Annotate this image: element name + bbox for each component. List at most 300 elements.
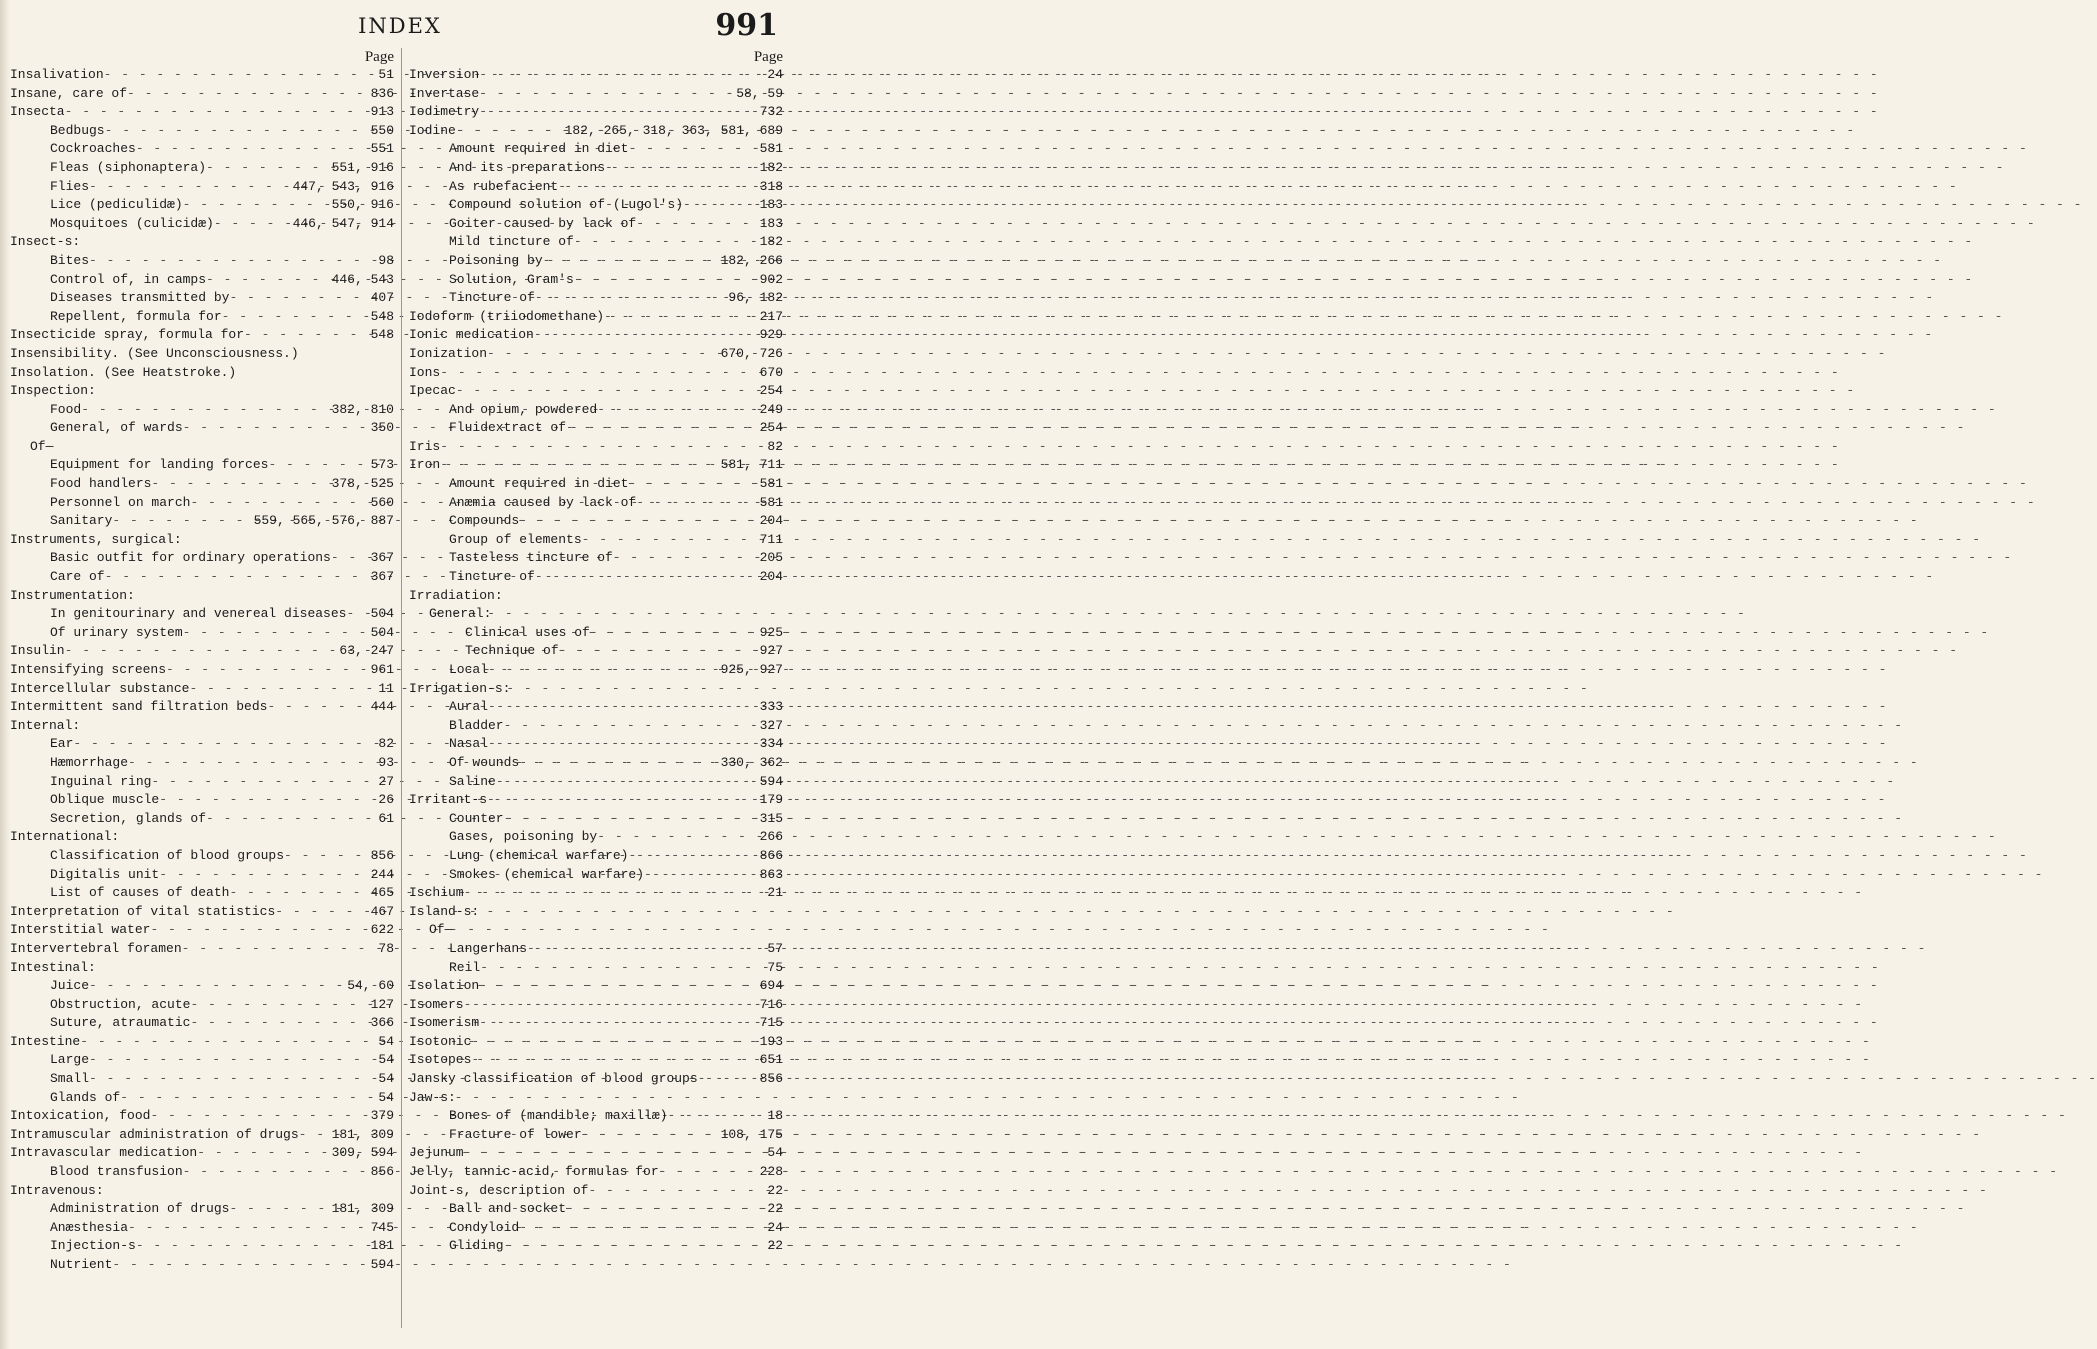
dot-leader <box>105 122 367 141</box>
dot-leader <box>189 680 374 699</box>
index-term: Injection-s <box>50 1238 136 1254</box>
dot-leader <box>229 884 366 903</box>
dot-leader <box>89 1051 374 1070</box>
index-term: Fracture of lower <box>449 1126 582 1142</box>
index-page-refs: 204 <box>759 569 783 585</box>
index-entry <box>10 642 394 661</box>
index-term: Obstruction, acute <box>50 996 191 1012</box>
index-term: Langerhans <box>449 940 528 956</box>
index-term: Isotonic <box>409 1033 472 1049</box>
index-term: Counter <box>449 810 504 826</box>
dot-leader <box>128 754 374 773</box>
index-page-refs: 26 <box>378 792 394 808</box>
index-entry <box>409 568 783 587</box>
dot-leader <box>582 531 756 550</box>
index-term: Oblique muscle <box>50 792 160 808</box>
index-term: Isolation <box>409 978 480 994</box>
dot-leader <box>440 456 716 475</box>
index-page-refs: 54, 60 <box>347 978 394 994</box>
index-term: Intestinal: <box>10 959 96 975</box>
dot-leader <box>105 568 367 587</box>
dot-leader <box>190 996 366 1015</box>
index-entry <box>10 103 394 122</box>
index-column-left <box>10 48 394 1275</box>
index-entry <box>10 364 394 383</box>
index-term: Intervertebral foramen <box>10 940 182 956</box>
dot-leader <box>519 1219 763 1238</box>
index-page-refs: 548 <box>370 308 394 324</box>
dot-leader <box>331 549 367 568</box>
index-entry <box>10 921 394 940</box>
index-term: Jejunum <box>409 1145 464 1161</box>
index-entry <box>409 252 783 271</box>
dot-leader <box>605 159 756 178</box>
index-page-refs: 24 <box>767 67 783 82</box>
index-entry <box>10 159 394 178</box>
index-term: Secretion, glands of <box>50 810 207 826</box>
index-term: Ischium <box>409 885 464 901</box>
index-term: Lung (chemical warfare) <box>449 847 629 863</box>
index-page-refs: 350 <box>370 420 394 436</box>
index-entry <box>10 791 394 810</box>
index-page-refs: 54 <box>378 1089 394 1105</box>
index-term: Irritant-s <box>409 792 488 808</box>
index-term: Jansky classification of blood groups <box>409 1071 698 1087</box>
index-entry <box>409 140 783 159</box>
index-entry <box>409 1126 783 1145</box>
index-page-refs: 863 <box>759 866 783 882</box>
dot-leader <box>299 1126 328 1145</box>
dot-leader <box>183 419 367 438</box>
index-page-refs: 182 <box>759 234 783 250</box>
dot-leader <box>504 810 756 829</box>
index-entry <box>409 903 783 922</box>
dot-leader <box>519 754 716 773</box>
dot-leader <box>128 1219 367 1238</box>
index-term: Of— <box>30 438 54 454</box>
index-entry <box>409 85 783 104</box>
index-term: Irradiation: <box>409 587 503 603</box>
index-entry <box>10 698 394 717</box>
dot-leader <box>440 364 755 383</box>
index-entry <box>409 996 783 1015</box>
index-entry <box>409 1219 783 1238</box>
index-entry <box>10 903 394 922</box>
index-entry <box>10 494 394 513</box>
index-entry <box>409 438 783 457</box>
index-entry <box>10 271 394 290</box>
index-term: Food handlers <box>50 476 152 492</box>
index-entry <box>10 1163 394 1182</box>
index-term: Ear <box>50 736 74 752</box>
index-term: Ionization <box>409 345 488 361</box>
index-term: Insalivation <box>10 67 104 82</box>
index-term: Instruments, surgical: <box>10 531 182 547</box>
index-entry <box>10 419 394 438</box>
index-entry <box>10 1219 394 1238</box>
page-fold-shadow <box>0 0 10 1349</box>
index-entry <box>10 1200 394 1219</box>
dot-leader <box>229 1200 327 1219</box>
index-entry <box>409 1107 783 1126</box>
index-entry <box>409 196 783 215</box>
index-page-refs: 711 <box>759 531 783 547</box>
dot-leader <box>112 1256 366 1275</box>
index-term: Instrumentation: <box>10 587 135 603</box>
index-page-refs: 560 <box>370 494 394 510</box>
index-page-refs: 309, 594 <box>331 1145 394 1161</box>
column-divider <box>401 48 402 1328</box>
index-page-refs: 254 <box>759 420 783 436</box>
index-entry <box>409 531 783 550</box>
index-page-refs: 193 <box>759 1033 783 1049</box>
index-entry <box>409 1033 783 1052</box>
index-entry <box>10 754 394 773</box>
dot-leader <box>566 1200 763 1219</box>
dot-leader <box>206 271 328 290</box>
index-term: Classification of blood groups <box>50 847 285 863</box>
index-entry <box>409 680 783 699</box>
index-page-refs: 670, 726 <box>720 345 783 361</box>
dot-leader <box>89 178 289 197</box>
index-term: Of urinary system <box>50 624 183 640</box>
dot-leader <box>127 85 367 104</box>
index-page-refs: 622 <box>370 922 394 938</box>
dot-leader <box>456 122 561 141</box>
dot-leader <box>636 215 755 234</box>
index-term: Smokes (chemical warfare) <box>449 866 645 882</box>
page-header <box>0 8 800 44</box>
index-term: And opium, powdered <box>449 401 598 417</box>
index-term: Solution, Gram's <box>449 271 574 287</box>
index-term: Goiter caused by lack of <box>449 215 637 231</box>
index-entry <box>10 456 394 475</box>
index-term: Irrigation-s: <box>409 680 511 696</box>
index-term: Clinical uses of <box>465 624 590 640</box>
index-page-refs: 228 <box>759 1164 783 1180</box>
index-term: Bladder <box>449 717 504 733</box>
index-entry <box>10 1033 394 1052</box>
index-page-refs: 57 <box>767 940 783 956</box>
index-column-right <box>409 48 783 1256</box>
dot-leader <box>104 66 375 85</box>
index-page-refs: 54 <box>378 1071 394 1087</box>
index-term: Personnel on march <box>50 494 191 510</box>
index-term: General, of wards <box>50 420 183 436</box>
index-term: Mosquitoes (culicidæ) <box>50 215 214 231</box>
index-page-refs: 54 <box>767 1145 783 1161</box>
index-entry <box>10 252 394 271</box>
index-page-refs: 581 <box>759 494 783 510</box>
dot-leader <box>534 326 756 345</box>
index-page-refs: 551 <box>370 141 394 157</box>
index-page-refs: 550, 916 <box>331 197 394 213</box>
running-title: INDEX <box>358 14 442 38</box>
index-entry <box>10 85 394 104</box>
index-entry <box>409 159 783 178</box>
index-page-refs: 446, 543 <box>331 271 394 287</box>
index-entry <box>10 605 394 624</box>
dot-leader <box>120 1089 374 1108</box>
dot-leader <box>182 940 375 959</box>
index-term: Nasal <box>449 736 489 752</box>
dot-leader <box>136 140 367 159</box>
index-entry <box>10 475 394 494</box>
index-page-refs: 504 <box>370 624 394 640</box>
index-entry <box>409 624 783 643</box>
index-entry <box>409 1070 783 1089</box>
dot-leader <box>644 866 756 885</box>
index-page-refs: 856 <box>759 1071 783 1087</box>
index-term: Bites <box>50 252 90 268</box>
dot-leader <box>479 103 755 122</box>
index-page-refs: 21 <box>767 885 783 901</box>
index-page-refs: 446, 547, 914 <box>292 215 394 231</box>
dot-leader <box>464 996 756 1015</box>
index-entry <box>409 791 783 810</box>
index-entry <box>10 810 394 829</box>
dot-leader <box>346 605 366 624</box>
index-term: Insulin <box>10 643 65 659</box>
index-term: As rubefacient <box>449 178 559 194</box>
dot-leader <box>535 289 725 308</box>
index-term: Inguinal ring <box>50 773 152 789</box>
index-page-refs: 367 <box>370 569 394 585</box>
index-term: Local <box>449 662 489 677</box>
index-term: Insensibility. (See Unconsciousness.) <box>10 345 299 361</box>
index-term: Tasteless tincture of <box>449 550 613 566</box>
index-page-refs: 58, 59 <box>736 85 783 101</box>
dot-leader <box>659 1163 756 1182</box>
index-term: Insolation. (See Heatstroke.) <box>10 364 237 380</box>
index-entry <box>409 698 783 717</box>
index-page-refs: 330, 362 <box>720 754 783 770</box>
index-entry <box>409 66 783 85</box>
dot-leader <box>628 140 755 159</box>
index-term: Interstitial water <box>10 922 151 938</box>
index-term: Iris <box>409 438 441 454</box>
dot-leader <box>89 252 374 271</box>
index-page-refs: 670 <box>759 364 783 380</box>
dot-leader <box>683 196 756 215</box>
index-entry <box>10 1014 394 1033</box>
index-page-refs: 334 <box>759 736 783 752</box>
index-entry <box>409 1014 783 1033</box>
index-term: Condyloid <box>449 1219 520 1235</box>
index-term: Iodine <box>409 122 456 138</box>
index-page-refs: 929 <box>759 327 783 343</box>
index-entry <box>10 438 394 457</box>
index-entry <box>409 512 783 531</box>
index-page-refs: 504 <box>370 606 394 622</box>
index-term: Technique of <box>465 643 559 659</box>
index-entry <box>409 103 783 122</box>
index-entry <box>409 289 783 308</box>
index-page-refs: 22 <box>767 1201 783 1217</box>
index-term: Lice (pediculidæ) <box>50 197 183 213</box>
dot-leader <box>479 66 763 85</box>
index-entry <box>10 345 394 364</box>
dot-leader <box>479 1014 755 1033</box>
index-page-refs: 327 <box>759 717 783 733</box>
index-term: Gliding <box>449 1238 504 1254</box>
index-term: Basic outfit for ordinary operations <box>50 550 331 566</box>
index-entry <box>409 419 783 438</box>
index-term: Poisoning by <box>449 252 543 268</box>
index-term: Isomerism <box>409 1015 480 1031</box>
index-page-refs: 182 <box>759 159 783 175</box>
dot-leader <box>80 1033 374 1052</box>
index-term: Ions <box>409 364 441 380</box>
dot-leader <box>197 1144 327 1163</box>
index-page-refs: 715 <box>759 1015 783 1031</box>
index-entry <box>409 456 783 475</box>
dot-leader <box>81 401 327 420</box>
index-term: Inversion <box>409 67 480 82</box>
index-term: Anæsthesia <box>50 1219 129 1235</box>
dot-leader <box>214 215 289 234</box>
index-entry <box>10 1089 394 1108</box>
index-term: Suture, atraumatic <box>50 1015 191 1031</box>
dot-leader <box>151 475 327 494</box>
index-page-refs: 318 <box>759 178 783 194</box>
index-term: Intercellular substance <box>10 680 190 696</box>
index-page-refs: 856 <box>370 847 394 863</box>
index-page-refs: 694 <box>759 978 783 994</box>
dot-leader <box>628 475 755 494</box>
index-term: Iodoform (triiodomethane) <box>409 308 605 324</box>
dot-leader <box>504 717 756 736</box>
dot-leader <box>464 884 764 903</box>
index-entry <box>409 382 783 401</box>
index-page-refs: 108, 175 <box>720 1126 783 1142</box>
index-entry <box>409 122 783 141</box>
index-entry <box>10 717 394 736</box>
index-term: Saline <box>449 773 496 789</box>
index-page-refs: 18 <box>767 1108 783 1124</box>
index-entry <box>10 382 394 401</box>
index-page-refs: 54 <box>378 1033 394 1049</box>
dot-leader <box>166 661 367 680</box>
dot-leader <box>604 308 756 327</box>
dot-leader <box>268 456 366 475</box>
index-page-refs: 78 <box>378 940 394 956</box>
index-page-refs: 82 <box>767 438 783 454</box>
dot-leader <box>574 233 756 252</box>
index-term: Cockroaches <box>50 141 136 157</box>
index-page-refs: 913 <box>370 104 394 120</box>
index-entry <box>409 233 783 252</box>
index-term: Amount required in diet <box>449 476 629 492</box>
dot-leader <box>150 921 366 940</box>
index-page-refs: 366 <box>370 1015 394 1031</box>
index-term: Intravenous: <box>10 1182 104 1198</box>
index-page-refs: 96, 182 <box>728 290 783 306</box>
index-entry <box>409 921 783 940</box>
dot-leader <box>480 959 763 978</box>
index-term: Intensifying screens <box>10 662 167 677</box>
index-page-refs: 447, 543, 916 <box>292 178 394 194</box>
index-entry <box>10 940 394 959</box>
dot-leader <box>222 308 367 327</box>
index-term: Flies <box>50 178 90 194</box>
index-entry <box>409 364 783 383</box>
index-page-refs: 93 <box>378 754 394 770</box>
index-page-refs: 181 <box>370 1238 394 1254</box>
index-entry <box>409 866 783 885</box>
index-page-refs: 98 <box>378 252 394 268</box>
index-term: Amount required in diet <box>449 141 629 157</box>
index-term: Compounds <box>449 513 520 529</box>
index-term: Food <box>50 401 82 417</box>
index-page-refs: 24 <box>767 1219 783 1235</box>
dot-leader <box>574 271 756 290</box>
index-page-refs: 181, 309 <box>331 1126 394 1142</box>
index-entry <box>409 959 783 978</box>
dot-leader <box>487 345 717 364</box>
index-entry <box>409 828 783 847</box>
index-term: And its preparations <box>449 159 606 175</box>
dot-leader <box>628 847 755 866</box>
index-entry <box>409 735 783 754</box>
dot-leader <box>597 828 755 847</box>
index-page-refs: 559, 565, 576, 887 <box>253 513 394 529</box>
index-entry <box>10 196 394 215</box>
index-term: Intoxication, food <box>10 1108 151 1124</box>
dot-leader <box>504 1237 764 1256</box>
dot-leader <box>275 903 366 922</box>
index-term: Nutrient <box>50 1257 113 1272</box>
index-page-refs: 925, 927 <box>720 662 783 677</box>
index-entry <box>409 1163 783 1182</box>
dot-leader <box>566 419 756 438</box>
index-entry <box>409 1089 783 1108</box>
index-entry <box>409 326 783 345</box>
index-entry <box>409 178 783 197</box>
index-page-refs: 378, 525 <box>331 476 394 492</box>
dot-leader <box>190 494 366 513</box>
index-page-refs: 382, 810 <box>331 401 394 417</box>
dot-leader <box>150 1107 366 1126</box>
index-term: Intravascular medication <box>10 1145 198 1161</box>
index-term: Isomers <box>409 996 464 1012</box>
index-page-refs: 205 <box>759 550 783 566</box>
index-page-refs: 594 <box>370 1257 394 1272</box>
index-page-refs: 581 <box>759 476 783 492</box>
index-term: Gases, poisoning by <box>449 829 598 845</box>
dot-leader <box>456 382 756 401</box>
page-number: 991 <box>715 8 778 43</box>
dot-leader <box>543 252 717 271</box>
index-entry <box>10 1256 394 1275</box>
index-entry <box>10 401 394 420</box>
index-term: Ball and socket <box>449 1201 567 1217</box>
dot-leader <box>588 1182 763 1201</box>
index-entry <box>409 475 783 494</box>
index-entry <box>10 568 394 587</box>
index-entry <box>10 122 394 141</box>
index-page-refs: 204 <box>759 513 783 529</box>
index-entry <box>409 1051 783 1070</box>
index-entry <box>10 959 394 978</box>
index-term: Fleas (siphonaptera) <box>50 159 207 175</box>
index-term: Insane, care of <box>10 85 128 101</box>
index-term: Insect-s: <box>10 234 81 250</box>
index-page-refs: 127 <box>370 996 394 1012</box>
index-term: Reil <box>449 959 481 975</box>
dot-leader <box>229 289 366 308</box>
dot-leader <box>65 642 336 661</box>
